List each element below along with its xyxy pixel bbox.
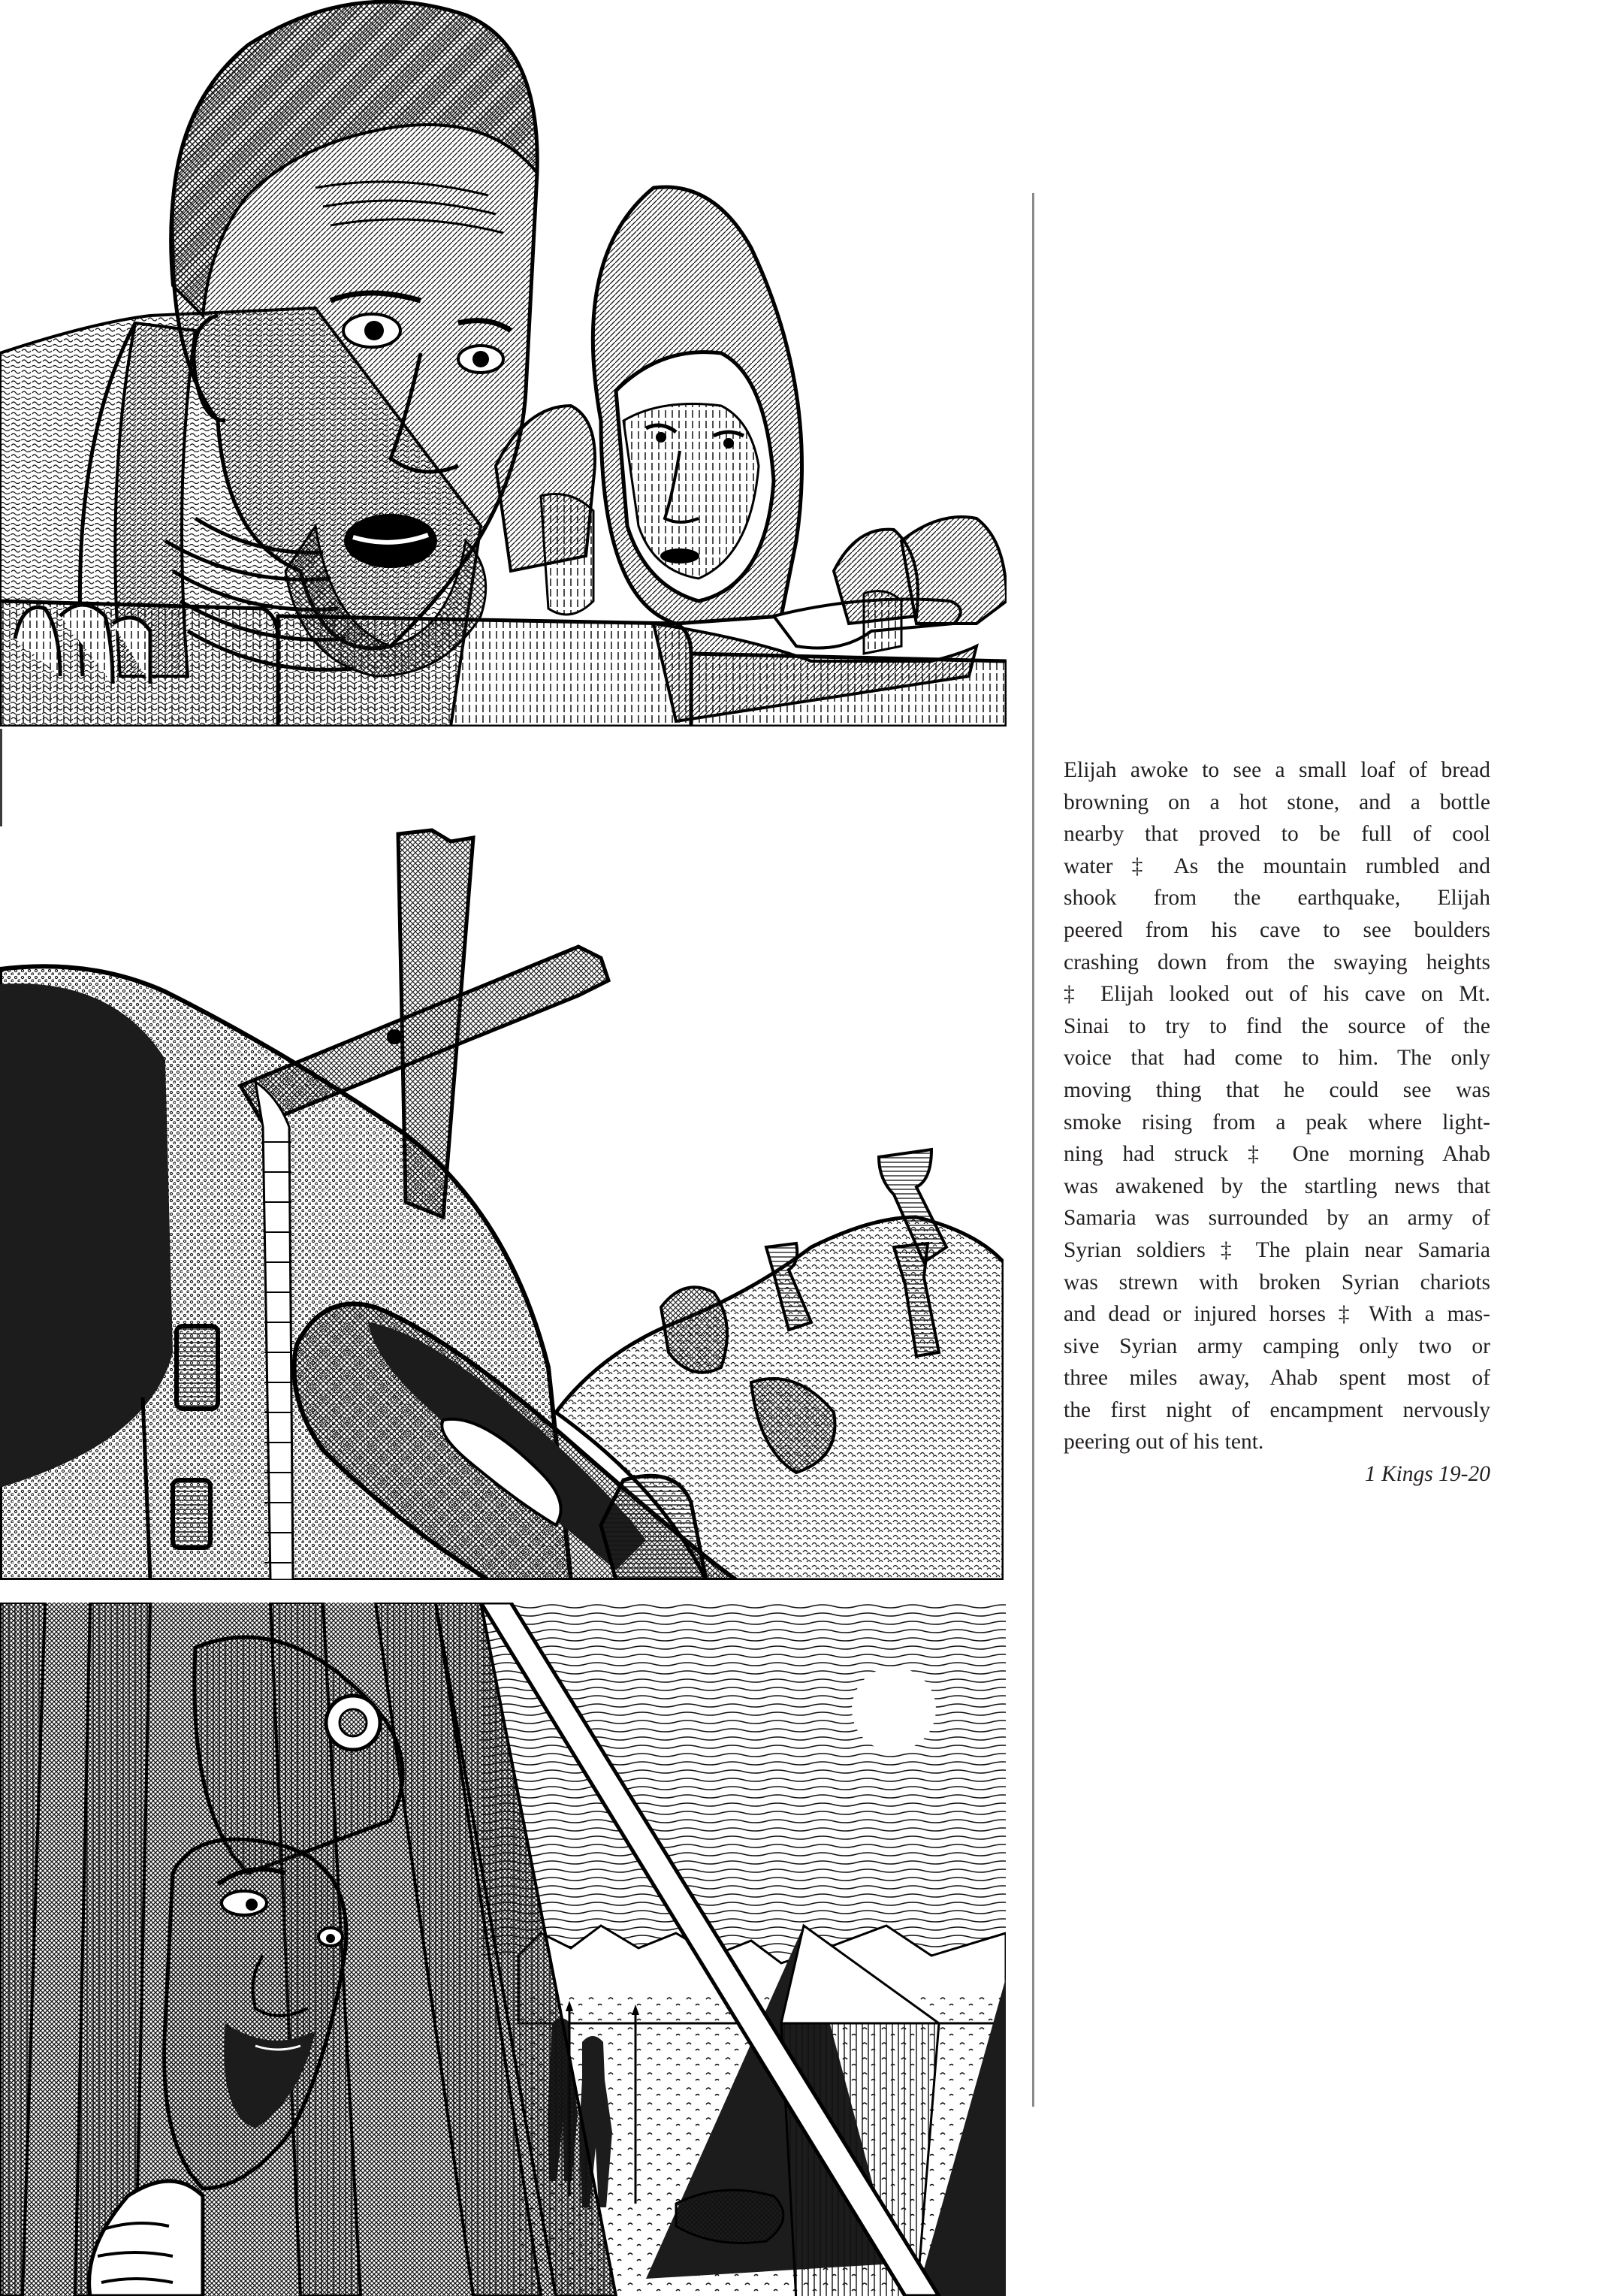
- comic-panel-3-ahab-tent: [0, 1603, 1006, 2296]
- caption-line: Syrian soldiers ‡ The plain near Samaria: [1064, 1237, 1490, 1262]
- column-divider-rule: [1032, 193, 1034, 2107]
- wall-watchers-illustration: [0, 0, 1007, 727]
- comic-panel-1-wall-watchers: [0, 0, 1007, 727]
- caption-line: moving thing that he could see was: [1064, 1077, 1490, 1102]
- caption-line: ning had struck ‡ One morning Ahab: [1064, 1142, 1490, 1167]
- caption-line: browning on a hot stone, and a bottle: [1064, 790, 1490, 814]
- caption-line: Samaria was surrounded by an army of: [1064, 1206, 1490, 1231]
- moon: [852, 1667, 936, 1751]
- comic-panel-2-broken-chariot: [0, 826, 1004, 1580]
- caption-line: Elijah awoke to see a small loaf of bread: [1064, 758, 1490, 782]
- caption-line: peering out of his tent.: [1064, 1430, 1264, 1455]
- caption-line: and dead or injured horses ‡ With a mas-: [1064, 1302, 1490, 1327]
- night-sky: [481, 1603, 1006, 1956]
- caption-line: sive Syrian army camping only two or: [1064, 1334, 1490, 1358]
- caption-line: Sinai to try to find the source of the: [1064, 1014, 1490, 1038]
- caption-line: three miles away, Ahab spent most of: [1064, 1366, 1490, 1391]
- ahab-tent-illustration: [0, 1603, 1006, 2296]
- caption-line: the first night of encampment nervously: [1064, 1397, 1490, 1422]
- caption-line: nearby that proved to be full of cool: [1064, 822, 1490, 847]
- narrative-caption: [1064, 754, 1490, 1491]
- caption-line: voice that had come to him. The only: [1064, 1046, 1490, 1071]
- caption-line: shook from the earthquake, Elijah: [1064, 886, 1490, 911]
- caption-line: was strewn with broken Syrian chariots: [1064, 1270, 1490, 1295]
- caption-line: water ‡ As the mountain rumbled and: [1064, 853, 1490, 878]
- caption-line: smoke rising from a peak where light-: [1064, 1110, 1490, 1134]
- caption-line: crashing down from the swaying heights: [1064, 950, 1490, 974]
- caption-line: peered from his cave to see boulders: [1064, 917, 1490, 942]
- caption-line: ‡ Elijah looked out of his cave on Mt.: [1064, 982, 1490, 1007]
- caption-line: was awakened by the startling news that: [1064, 1174, 1490, 1198]
- fallen-figure: [676, 2190, 783, 2243]
- broken-chariot-illustration: [0, 826, 1004, 1580]
- scripture-citation: 1 Kings 19-20: [1364, 1462, 1490, 1487]
